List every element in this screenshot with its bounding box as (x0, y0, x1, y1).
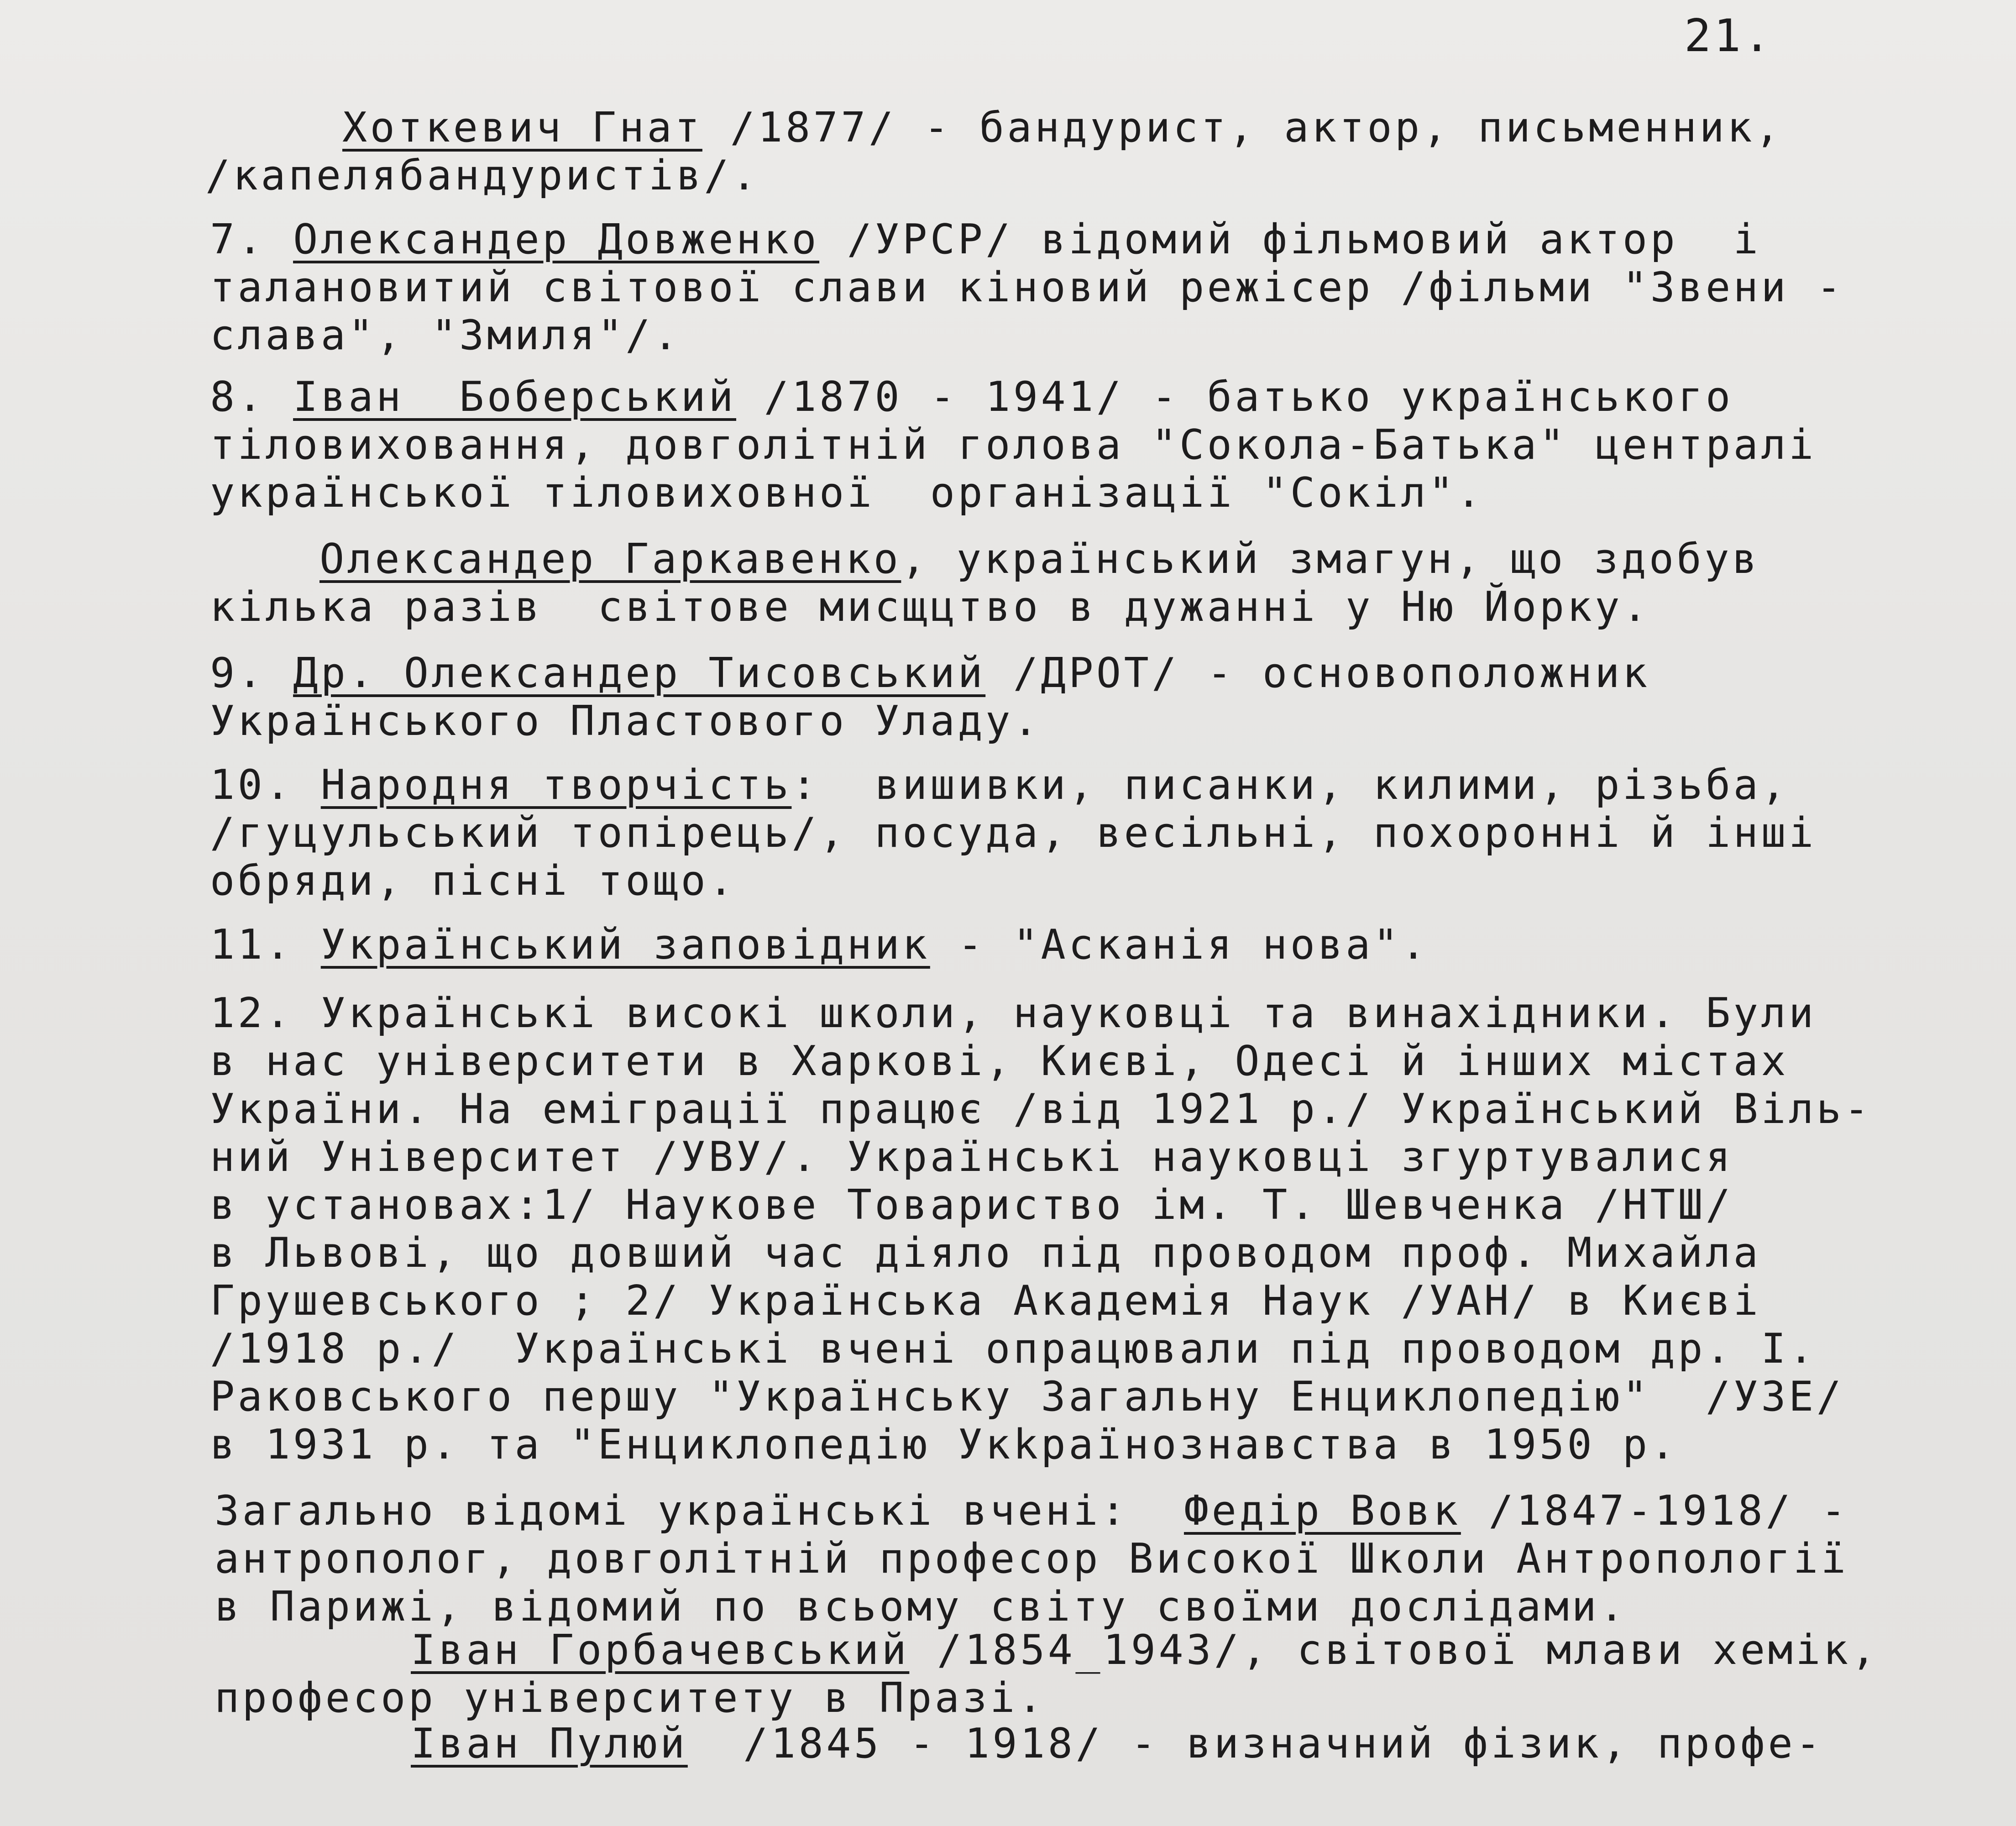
underlined-name: Український заповідник (320, 921, 930, 969)
underlined-name: Народня творчість (320, 761, 792, 809)
text-segment: в нас університети в Харкові, Києві, Одесі й інших містах (210, 1037, 1789, 1085)
text-segment: /1845 - 1918/ - визначний фізик, профе- (687, 1720, 1823, 1768)
text-line (210, 1036, 1789, 1086)
text-line (210, 920, 1429, 970)
text-segment: Раковського першу "Українську Загальну Енциклопедію" /УЗЕ/ (210, 1373, 1844, 1421)
text-segment: 10. (210, 761, 321, 809)
text-line (210, 1132, 1733, 1182)
text-segment: професор університету в Празі. (215, 1674, 1046, 1722)
underlined-name: Олександер Довженко (293, 215, 820, 263)
text-line (210, 696, 1041, 746)
text-line (210, 310, 681, 361)
underlined-name: Олександер Гаркавенко (319, 535, 901, 583)
text-line (210, 420, 1817, 470)
text-segment: /капелябандуристів/. (205, 152, 759, 199)
text-segment: ний Університет /УВУ/. Українські науковці згуртувалися (210, 1133, 1733, 1181)
text-segment: Загально відомі українські вчені: (215, 1487, 1184, 1535)
text-segment: 12. Українські високі школи, науковці та винахідники. Були (210, 989, 1817, 1037)
text-line (205, 151, 759, 201)
underlined-name: Іван Пулюй (411, 1720, 688, 1768)
text-line (210, 760, 1789, 810)
text-segment: 8. (210, 373, 293, 421)
underlined-name: Др. Олександер Тисовський (293, 649, 986, 697)
text-segment: тіловиховання, довголітній голова "Сокола-Батька" централі (210, 421, 1817, 469)
text-line (342, 103, 1783, 153)
text-line (210, 468, 1484, 518)
text-line (210, 215, 1761, 265)
text-segment: України. На еміграції працює /від 1921 р./ Український Віль- (210, 1085, 1872, 1133)
text-segment: 9. (210, 649, 293, 697)
text-segment: Грушевського ; 2/ Українська Академія Наук /УАН/ в Києві (210, 1277, 1761, 1325)
text-line (210, 582, 1650, 632)
underlined-name: Іван Боберський (293, 373, 737, 421)
text-line (210, 1324, 1817, 1374)
text-line (215, 1673, 1046, 1723)
text-line (215, 1486, 1848, 1536)
text-segment: /гуцульський топірець/, посуда, весільні, похоронні й інші (210, 809, 1817, 857)
text-line (210, 1084, 1872, 1134)
text-segment: , український змагун, що здобув (901, 535, 1760, 583)
text-line (210, 1228, 1761, 1278)
text-segment: антрополог, довголітній професор Високої Школи Антропології (215, 1535, 1849, 1583)
text-segment: /УРСР/ відомий фільмовий актор і (819, 215, 1761, 263)
text-line (215, 1534, 1848, 1584)
text-line (210, 372, 1733, 422)
text-line (210, 1420, 1678, 1470)
text-segment: кілька разів світове мисщцтво в дужанні у Ню Йорку. (210, 583, 1650, 631)
text-line (411, 1719, 1823, 1769)
text-segment: /1870 - 1941/ - батько українського (736, 373, 1733, 421)
page-number: 21. (1684, 10, 1774, 62)
text-segment: в установах:1/ Наукове Товариство ім. Т. Шевченка /НТШ/ (210, 1181, 1733, 1229)
text-line (210, 262, 1844, 313)
text-segment: /1847-1918/ - (1461, 1487, 1849, 1535)
text-segment: в Парижі, відомий по всьому світу своїми дослідами. (215, 1583, 1627, 1631)
text-segment: в 1931 р. та "Енциклопедію Укkраїнознавства в 1950 р. (210, 1421, 1678, 1469)
underlined-name: Федір Вовк (1183, 1487, 1461, 1535)
text-line (210, 808, 1817, 858)
text-segment: Українського Пластового Уладу. (210, 697, 1041, 745)
text-line (210, 988, 1817, 1039)
text-line (210, 856, 736, 906)
text-segment: /1918 р./ Українські вчені опрацювали під проводом др. І. (210, 1325, 1817, 1373)
underlined-name: Хоткевич Гнат (342, 104, 702, 152)
underlined-name: Іван Горбачевський (411, 1626, 910, 1674)
text-segment: 11. (210, 921, 321, 969)
text-segment: /1877/ - бандурист, актор, письменник, (702, 104, 1783, 152)
text-line (210, 1372, 1844, 1422)
text-line (319, 534, 1760, 584)
text-segment: слава", "Змиля"/. (210, 311, 681, 359)
text-line (210, 648, 1650, 698)
text-segment: 7. (210, 215, 293, 263)
text-line (411, 1625, 1879, 1675)
text-segment: української тіловиховної організації "Сокіл". (210, 469, 1484, 517)
text-segment: /1854_1943/, світової млави хемік, (909, 1626, 1879, 1674)
text-line (210, 1276, 1761, 1326)
text-segment: в Львові, що довший час діяло під проводом проф. Михайла (210, 1229, 1761, 1277)
text-segment: /ДРОТ/ - основоположник (985, 649, 1650, 697)
text-segment: талановитий світової слави кіновий режісер /фільми "Звени - (210, 263, 1844, 311)
text-segment: - "Асканія нова". (930, 921, 1429, 969)
text-segment: : вишивки, писанки, килими, різьба, (791, 761, 1789, 809)
text-segment: обряди, пісні тощо. (210, 857, 737, 905)
text-line (215, 1582, 1627, 1632)
text-line (210, 1180, 1733, 1230)
